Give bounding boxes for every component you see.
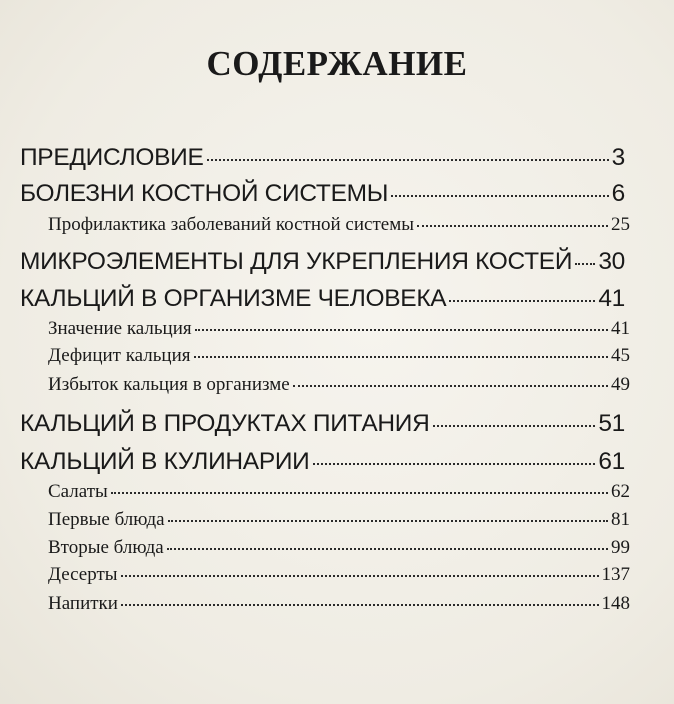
dot-leader: [167, 548, 608, 550]
dot-leader: [391, 195, 609, 197]
toc-page-number: 62: [611, 481, 630, 502]
toc-entry-bone-diseases: [20, 180, 625, 208]
toc-page-number: 61: [598, 448, 625, 475]
toc-subentry-second-courses: [48, 537, 630, 559]
toc-page-number: 41: [611, 318, 630, 339]
toc-subentry-salads: [48, 481, 630, 503]
toc-subentry-desserts: [48, 564, 630, 586]
toc-entry-label: Первые блюда: [48, 509, 165, 530]
dot-leader: [313, 463, 596, 465]
toc-subentry-calcium-deficit: [48, 345, 630, 367]
toc-page-number: 41: [598, 285, 625, 312]
toc-subentry-calcium-meaning: [48, 318, 630, 340]
toc-entry-label: Салаты: [48, 481, 108, 502]
toc-entry-label: КАЛЬЦИЙ В ОРГАНИЗМЕ ЧЕЛОВЕКА: [20, 285, 447, 312]
toc-page-number: 137: [601, 564, 630, 585]
dot-leader: [575, 263, 595, 265]
toc-entry-label: КАЛЬЦИЙ В ПРОДУКТАХ ПИТАНИЯ: [20, 410, 430, 437]
dot-leader: [194, 356, 609, 358]
page-title: СОДЕРЖАНИЕ: [206, 44, 468, 83]
toc-entry-microelements: [20, 248, 625, 276]
toc-page-number: 148: [601, 593, 630, 614]
toc-page-number: 49: [611, 374, 630, 395]
dot-leader: [111, 492, 608, 494]
toc-entry-label: Вторые блюда: [48, 537, 164, 558]
dot-leader: [121, 575, 599, 577]
dot-leader: [417, 225, 608, 227]
toc-subentry-drinks: [48, 593, 630, 615]
dot-leader: [195, 329, 608, 331]
toc-entry-calcium-cooking: [20, 448, 625, 476]
toc-page-number: 99: [611, 537, 630, 558]
dot-leader: [449, 300, 595, 302]
toc-entry-label: Профилактика заболеваний костной системы: [48, 214, 414, 235]
toc-entry-calcium-foods: [20, 410, 625, 438]
toc-entry-calcium-body: [20, 285, 625, 313]
toc-page-number: 25: [611, 214, 630, 235]
toc-entry-label: БОЛЕЗНИ КОСТНОЙ СИСТЕМЫ: [20, 180, 389, 207]
toc-page-number: 3: [611, 144, 625, 171]
toc-page-number: 45: [611, 345, 630, 366]
dot-leader: [293, 385, 608, 387]
toc-entry-label: Десерты: [48, 564, 118, 585]
dot-leader: [433, 425, 596, 427]
toc-entry-label: КАЛЬЦИЙ В КУЛИНАРИИ: [20, 448, 310, 475]
toc-entry-label: Напитки: [48, 593, 118, 614]
toc-subentry-first-courses: [48, 509, 630, 531]
toc-entry-label: ПРЕДИСЛОВИЕ: [20, 144, 204, 171]
dot-leader: [121, 604, 599, 606]
toc-entry-label: Избыток кальция в организме: [48, 374, 290, 395]
toc-subentry-prevention: [48, 214, 630, 236]
toc-entry-preface: [20, 144, 625, 172]
toc-entry-label: Значение кальция: [48, 318, 192, 339]
dot-leader: [168, 520, 608, 522]
dot-leader: [207, 159, 609, 161]
toc-subentry-calcium-excess: [48, 374, 630, 396]
toc-entry-label: Дефицит кальция: [48, 345, 191, 366]
toc-page-number: 51: [598, 410, 625, 437]
toc-page-number: 6: [611, 180, 625, 207]
toc-page-number: 81: [611, 509, 630, 530]
toc-page-number: 30: [598, 248, 625, 275]
toc-entry-label: МИКРОЭЛЕМЕНТЫ ДЛЯ УКРЕПЛЕНИЯ КОСТЕЙ: [20, 248, 573, 275]
